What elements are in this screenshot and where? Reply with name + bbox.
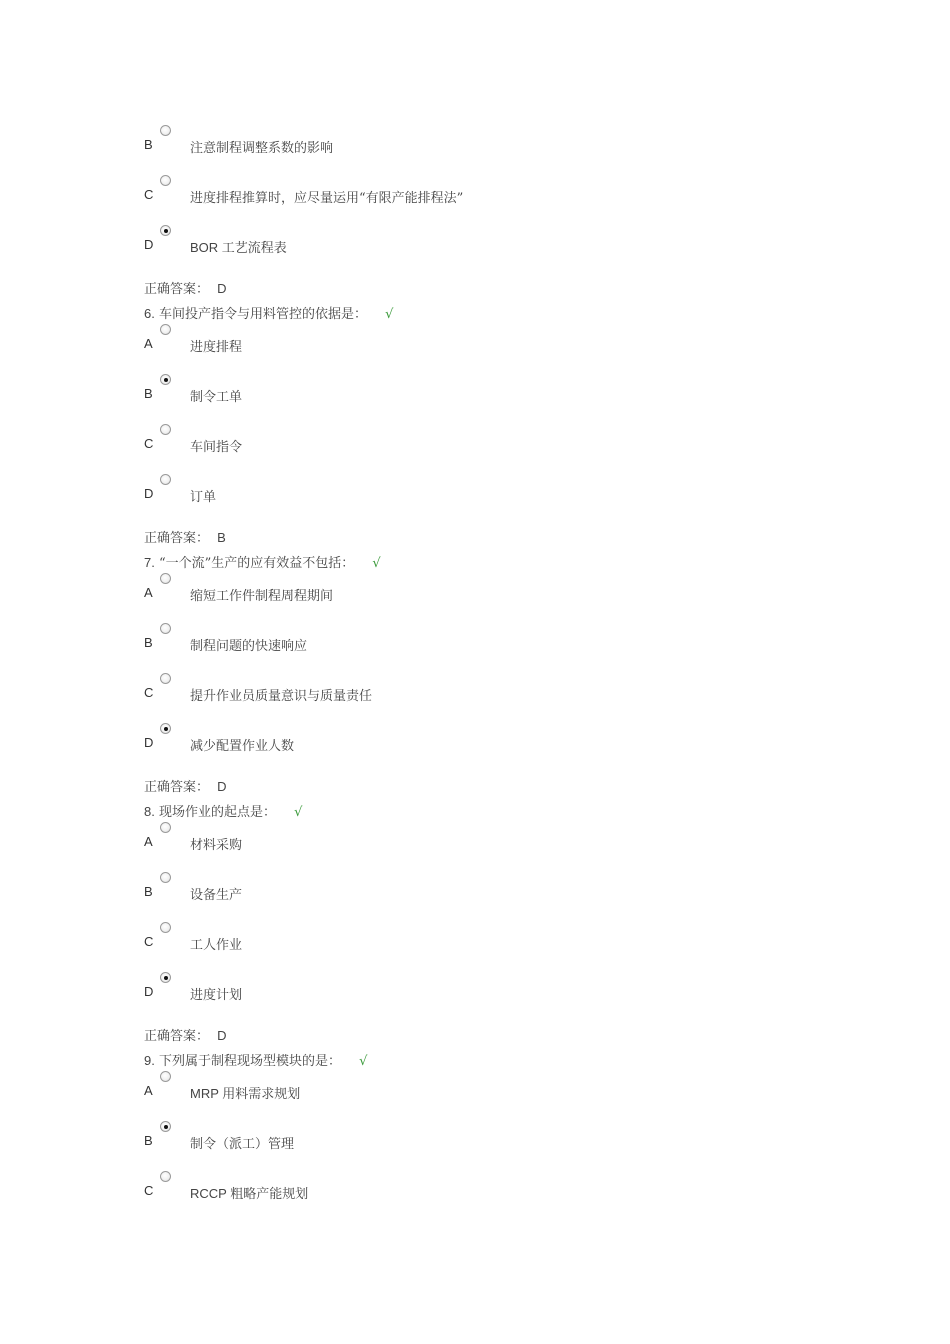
radio-button-selected[interactable] — [160, 723, 171, 734]
option-letter: D — [144, 486, 154, 501]
option-letter: A — [144, 585, 153, 600]
radio-button[interactable] — [160, 1071, 171, 1082]
option-text: MRP 用料需求规划 — [190, 1086, 301, 1101]
answer-label: 正确答案： — [144, 531, 210, 546]
option-text: 提升作业员质量意识与质量责任 — [190, 689, 373, 704]
option-text: RCCP 粗略产能规划 — [190, 1186, 309, 1201]
option-text: 缩短工作件制程周程期间 — [190, 589, 334, 604]
answer-label: 正确答案： — [144, 282, 210, 297]
radio-button[interactable] — [160, 474, 171, 485]
option-text: 订单 — [190, 490, 217, 505]
option-text: 设备生产 — [190, 888, 243, 903]
option-letter: B — [144, 386, 153, 401]
radio-button[interactable] — [160, 872, 171, 883]
question-text: 车间投产指令与用料管控的依据是： — [158, 307, 367, 322]
option-letter: A — [144, 834, 153, 849]
check-mark-icon: √ — [294, 805, 303, 820]
option-letter: C — [144, 685, 154, 700]
question-title — [144, 801, 302, 820]
correct-answer — [144, 278, 227, 297]
check-mark-icon: √ — [385, 307, 394, 322]
option-letter: D — [144, 984, 154, 999]
radio-button[interactable] — [160, 424, 171, 435]
option-letter: B — [144, 884, 153, 899]
answer-label: 正确答案： — [144, 1029, 210, 1044]
option-letter: C — [144, 187, 154, 202]
question-number: 7. — [144, 555, 155, 570]
radio-button[interactable] — [160, 922, 171, 933]
check-mark-icon: √ — [372, 556, 381, 571]
radio-button-selected[interactable] — [160, 225, 171, 236]
option-text: 进度排程推算时，应尽量运用“有限产能排程法” — [190, 191, 464, 206]
answer-label: 正确答案： — [144, 780, 210, 795]
radio-button[interactable] — [160, 623, 171, 634]
option-text: 制程问题的快速响应 — [190, 639, 308, 654]
correct-answer — [144, 527, 226, 546]
option-letter: B — [144, 137, 153, 152]
answer-value: B — [217, 530, 226, 545]
option-text: 进度排程 — [190, 340, 243, 355]
question-number: 8. — [144, 804, 155, 819]
correct-answer — [144, 1025, 227, 1044]
option-text: 制令（派工）管理 — [190, 1137, 295, 1152]
check-mark-icon: √ — [359, 1054, 368, 1069]
radio-button-selected[interactable] — [160, 1121, 171, 1132]
option-letter: B — [144, 635, 153, 650]
question-number: 6. — [144, 306, 155, 321]
option-letter: B — [144, 1133, 153, 1148]
question-text: “一个流”生产的应有效益不包括： — [158, 556, 355, 571]
option-letter: C — [144, 1183, 154, 1198]
option-text: 材料采购 — [190, 838, 243, 853]
radio-button-selected[interactable] — [160, 374, 171, 385]
option-text: BOR 工艺流程表 — [190, 240, 287, 255]
radio-button[interactable] — [160, 1171, 171, 1182]
option-letter: A — [144, 336, 153, 351]
radio-button-selected[interactable] — [160, 972, 171, 983]
answer-value: D — [217, 779, 227, 794]
correct-answer — [144, 776, 227, 795]
answer-value: D — [217, 1028, 227, 1043]
option-text: 制令工单 — [190, 390, 243, 405]
question-title — [144, 1050, 367, 1069]
radio-button[interactable] — [160, 573, 171, 584]
option-text: 注意制程调整系数的影响 — [190, 141, 334, 156]
radio-button[interactable] — [160, 673, 171, 684]
option-letter: A — [144, 1083, 153, 1098]
option-letter: D — [144, 735, 154, 750]
radio-button[interactable] — [160, 822, 171, 833]
option-text: 进度计划 — [190, 988, 243, 1003]
option-text: 减少配置作业人数 — [190, 739, 295, 754]
question-title — [144, 303, 393, 322]
question-number: 9. — [144, 1053, 155, 1068]
option-text: 工人作业 — [190, 938, 243, 953]
radio-button[interactable] — [160, 125, 171, 136]
option-letter: C — [144, 436, 154, 451]
question-text: 下列属于制程现场型模块的是： — [158, 1054, 341, 1069]
question-title — [144, 552, 381, 571]
radio-button[interactable] — [160, 175, 171, 186]
radio-button[interactable] — [160, 324, 171, 335]
option-letter: D — [144, 237, 154, 252]
question-text: 现场作业的起点是： — [158, 805, 276, 820]
option-text: 车间指令 — [190, 440, 243, 455]
answer-value: D — [217, 281, 227, 296]
option-letter: C — [144, 934, 154, 949]
